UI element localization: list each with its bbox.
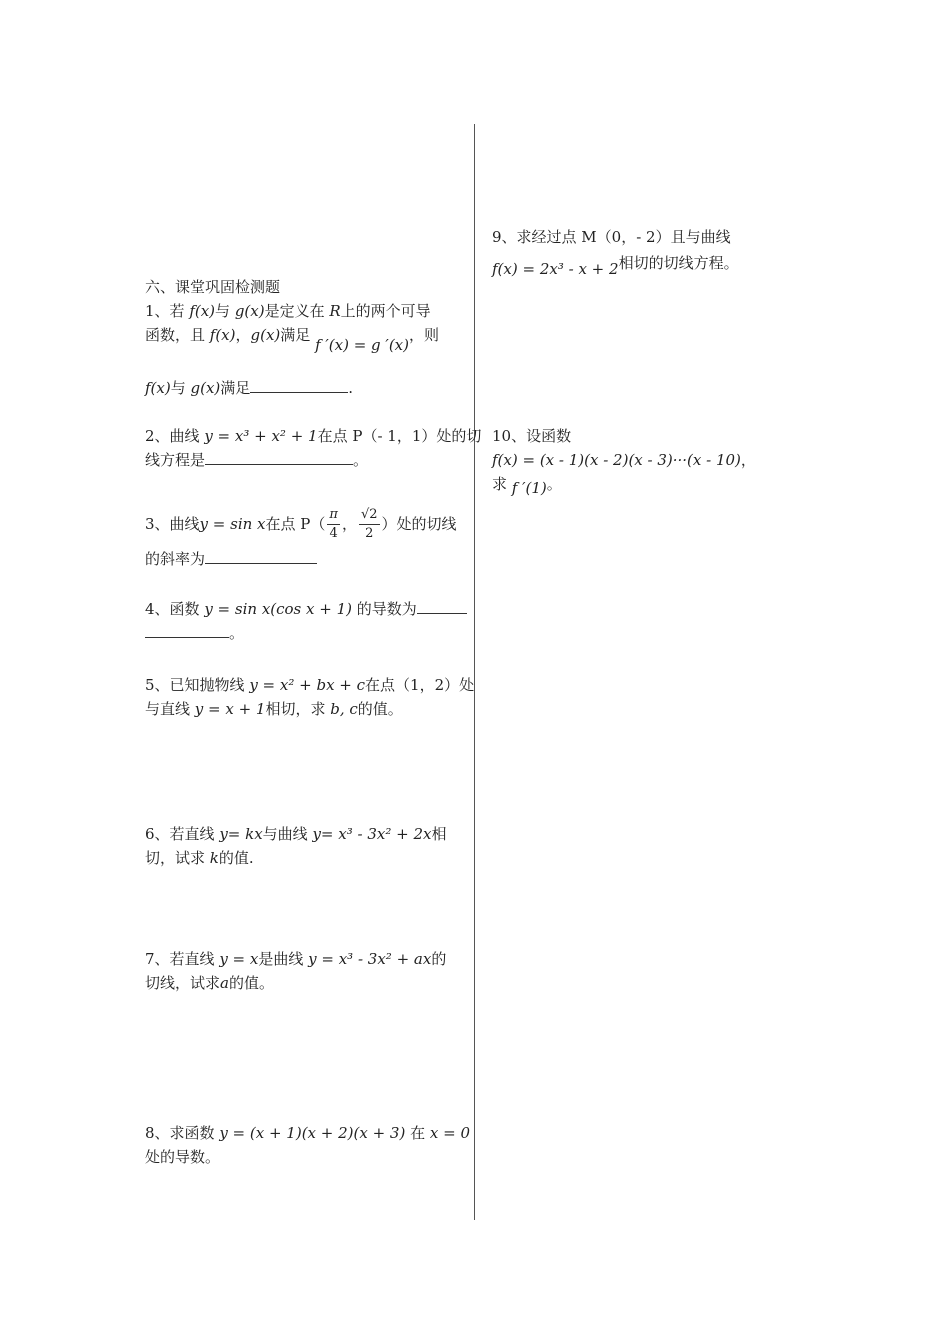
fraction-sqrt2-2: $\frac{√2}{2}$ xyxy=(360,506,378,541)
answer-blank[interactable] xyxy=(250,376,348,393)
question-8: 8、求函数 y = (x + 1)(x + 2)(x + 3) 在 x = 0 处的导数。 xyxy=(145,1124,470,1166)
answer-blank[interactable] xyxy=(417,597,467,614)
answer-blank[interactable] xyxy=(205,448,353,465)
question-3: 3、曲线 y = sin x 在点 P（ $\frac{\pi}{4}$ ， $\frac{√2}{2}$ ）处的切线 的斜率为 xyxy=(145,506,457,568)
question-9: 9、求经过点 M（0，- 2）且与曲线 f(x) = 2x³ - x + 2相切的切线方程。 xyxy=(492,228,739,278)
column-divider xyxy=(474,124,475,1220)
question-7: 7、若直线 y = x是曲线 y = x³ - 3x² + ax的 切线，试求a的值。 xyxy=(145,950,447,992)
question-2: 2、曲线 y = x³ + x² + 1在点 P（- 1，1）处的切 线方程是 。 xyxy=(145,427,482,469)
question-4: 4、函数 y = sin x(cos x + 1) 的导数为 。 xyxy=(145,597,467,645)
question-5: 5、已知抛物线 y = x² + bx + c在点（1，2）处 与直线 y = x + 1相切，求 b, c的值。 xyxy=(145,676,475,718)
section-title: 六、课堂巩固检测题 xyxy=(145,278,281,296)
condition-formula: f ′(x) = g ′(x) xyxy=(315,336,409,354)
answer-blank[interactable] xyxy=(205,547,317,564)
question-1: 1、若 f(x)与 g(x)是定义在 R上的两个可导 函数，且 f(x)，g(x)满足 f ′(x) = g ′(x)，则 f(x)与 g(x)满足 . xyxy=(145,302,440,397)
question-10: 10、设函数 f(x) = (x - 1)(x - 2)(x - 3)···(x - 10)， 求 f ′(1)。 xyxy=(492,427,756,497)
question-6: 6、若直线 y= kx与曲线 y= x³ - 3x² + 2x相 切，试求 k的值. xyxy=(145,825,447,867)
answer-blank-continued[interactable] xyxy=(145,621,229,638)
fraction-pi-4: $\frac{\pi}{4}$ xyxy=(329,506,338,541)
